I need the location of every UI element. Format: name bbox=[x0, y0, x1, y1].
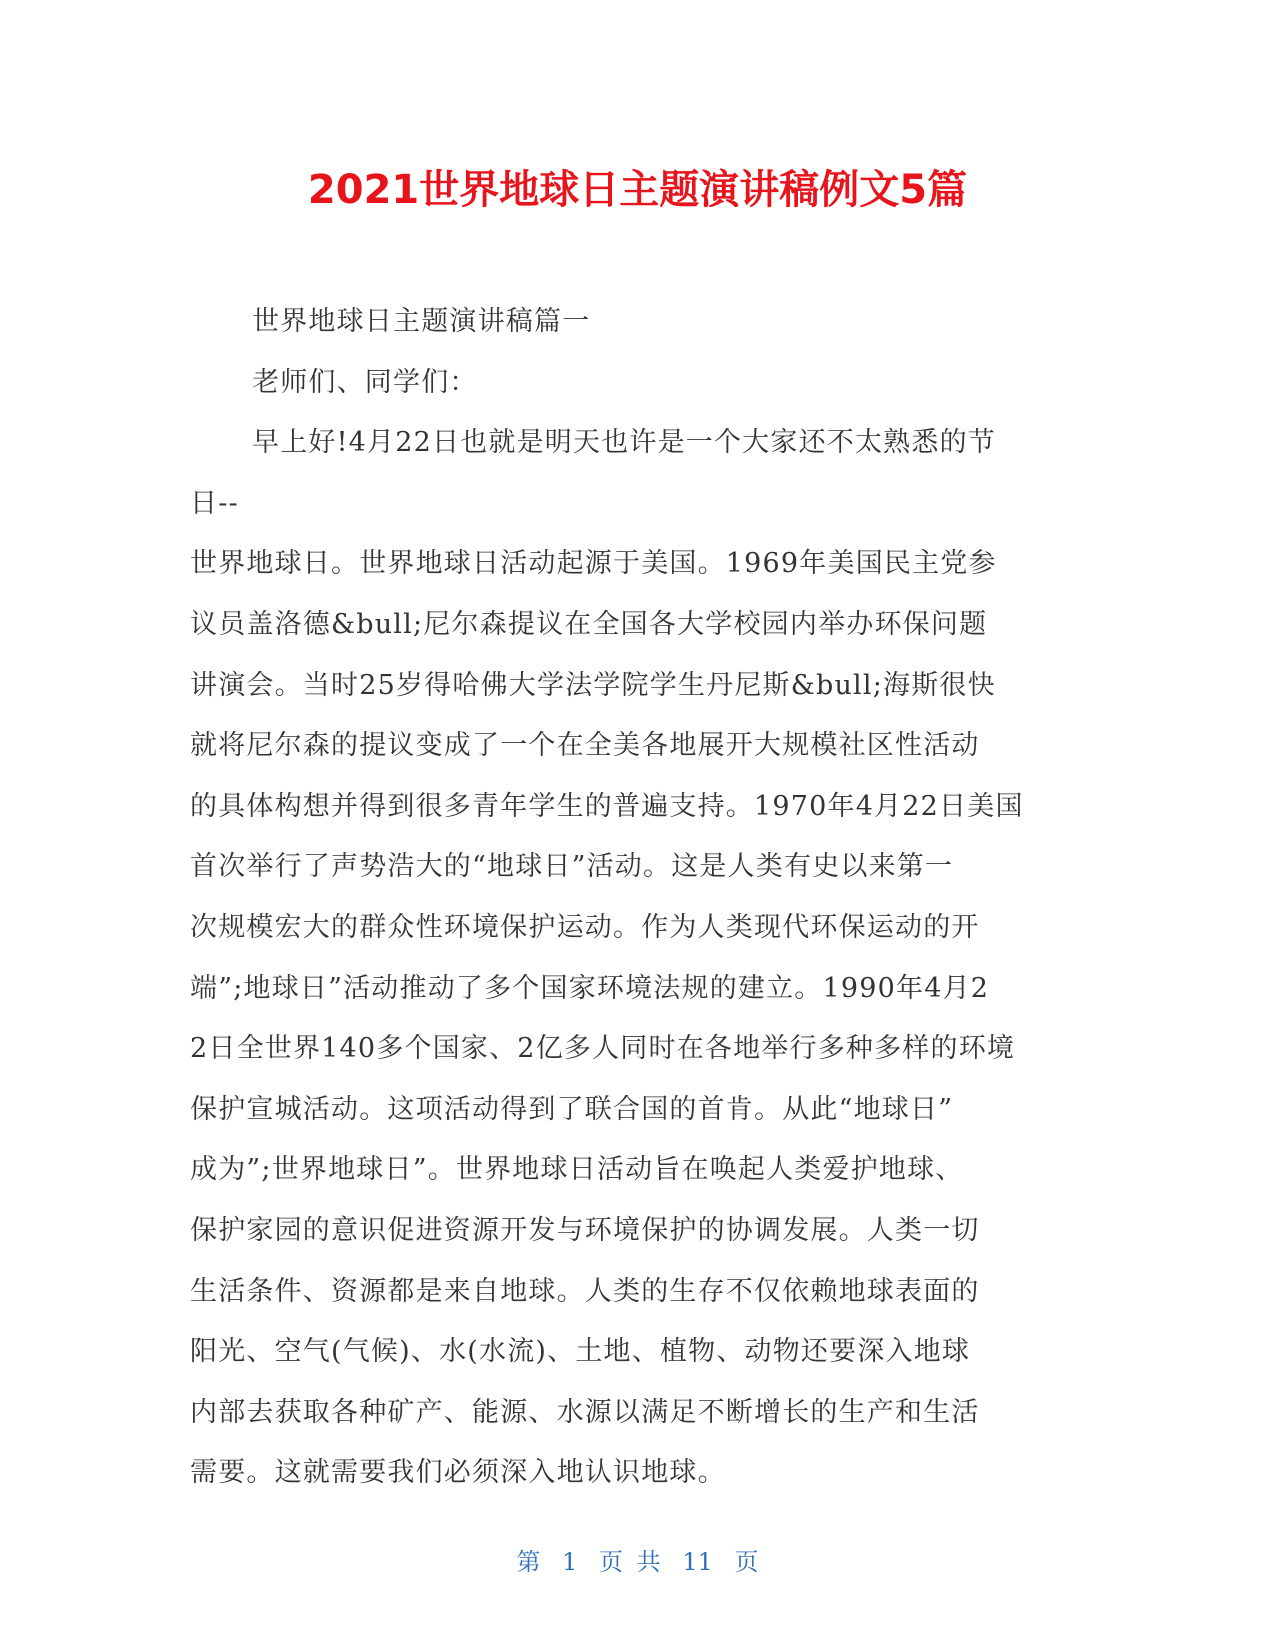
salutation: 老师们、同学们： bbox=[252, 366, 478, 398]
body-line: 保护宣城活动。这项活动得到了联合国的首肯。从此“地球日” bbox=[190, 1093, 954, 1125]
body-line: 端”;地球日”活动推动了多个国家环境法规的建立。1990年4月2 bbox=[190, 972, 990, 1004]
document-body bbox=[190, 292, 1070, 1504]
body-line: 保护家园的意识促进资源开发与环境保护的协调发展。人类一切 bbox=[190, 1214, 980, 1246]
body-line: 生活条件、资源都是来自地球。人类的生存不仅依赖地球表面的 bbox=[190, 1275, 980, 1307]
body-line: 2日全世界140多个国家、2亿多人同时在各地举行多种多样的环境 bbox=[190, 1033, 1016, 1065]
page-footer bbox=[0, 1545, 1275, 1579]
body-line: 内部去获取各种矿产、能源、水源以满足不断增长的生产和生活 bbox=[190, 1396, 980, 1428]
body-line: 首次举行了声势浩大的“地球日”活动。这是人类有史以来第一 bbox=[190, 851, 954, 883]
body-line: 日-- bbox=[190, 487, 239, 519]
footer-prefix: 第 bbox=[516, 1548, 541, 1576]
body-line: 讲演会。当时25岁得哈佛大学法学院学生丹尼斯&bull;海斯很快 bbox=[190, 669, 996, 701]
body-line: 世界地球日。世界地球日活动起源于美国。1969年美国民主党参 bbox=[190, 548, 997, 580]
footer-middle: 页 共 bbox=[599, 1548, 661, 1576]
section-heading: 世界地球日主题演讲稿篇一 bbox=[252, 306, 591, 337]
body-line: 早上好!4月22日也就是明天也许是一个大家还不太熟悉的节 bbox=[252, 427, 996, 459]
body-line: 成为”;世界地球日”。世界地球日活动旨在唤起人类爱护地球、 bbox=[190, 1154, 964, 1186]
body-line: 次规模宏大的群众性环境保护运动。作为人类现代环保运动的开 bbox=[190, 911, 980, 943]
body-line: 需要。这就需要我们必须深入地认识地球。 bbox=[190, 1457, 726, 1489]
footer-page-number: 1 bbox=[562, 1548, 578, 1576]
body-line: 阳光、空气(气候)、水(水流)、土地、植物、动物还要深入地球 bbox=[190, 1336, 971, 1368]
body-line: 的具体构想并得到很多青年学生的普遍支持。1970年4月22日美国 bbox=[190, 790, 1024, 822]
footer-total-pages: 11 bbox=[682, 1548, 713, 1576]
document-title: 2021世界地球日主题演讲稿例文5篇 bbox=[307, 167, 968, 213]
body-line: 议员盖洛德&bull;尼尔森提议在全国各大学校园内举办环保问题 bbox=[190, 608, 988, 640]
body-line: 就将尼尔森的提议变成了一个在全美各地展开大规模社区性活动 bbox=[190, 730, 980, 762]
footer-suffix: 页 bbox=[734, 1548, 759, 1576]
